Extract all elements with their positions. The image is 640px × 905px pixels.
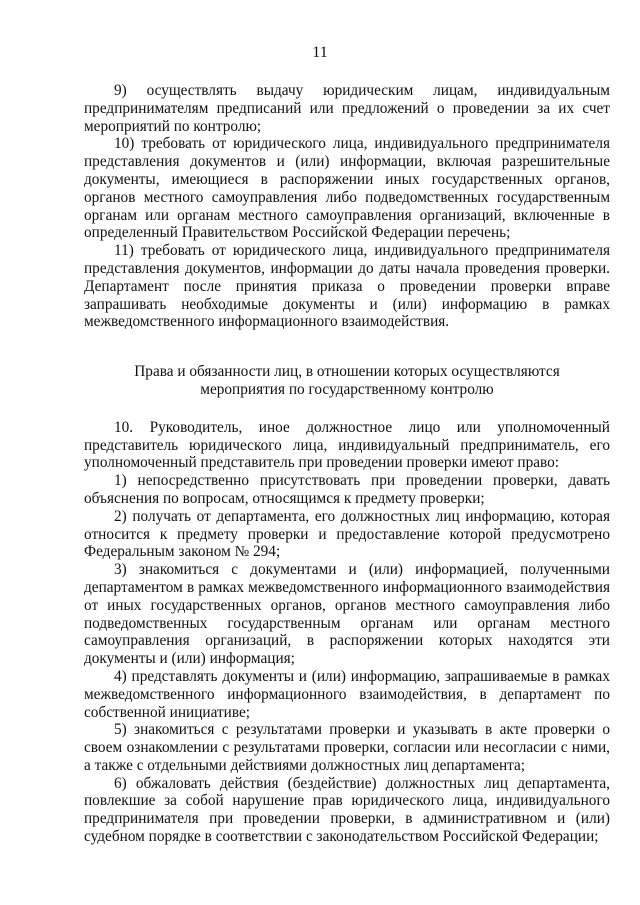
paragraph-right-6: 6) обжаловать действия (бездействие) должностных лиц департамента, повлекшие за собой нарушение прав юридического лица, индивидуального предпринимателя при проведении проверки, в административном и (или) судебном порядке в соответствии с законодательством Российской Федерации;: [84, 774, 610, 846]
paragraph-item-9: 9) осуществлять выдачу юридическим лицам, индивидуальным предпринимателям предписаний или предложений о проведении за их счет мероприятий по контролю;: [84, 82, 610, 135]
paragraph-right-5: 5) знакомиться с результатами проверки и указывать в акте проверки о своем ознакомлении с результатами проверки, согласии или несогласии с ними, а также с отдельными действиями должностных лиц департамента;: [84, 721, 610, 774]
document-body: [84, 82, 610, 846]
paragraph-right-1: 1) непосредственно присутствовать при проведении проверки, давать объяснения по вопросам, относящимся к предмету проверки;: [84, 472, 610, 507]
paragraph-right-4: 4) представлять документы и (или) информацию, запрашиваемые в рамках межведомственного информационного взаимодействия, в департамент по собственной инициативе;: [84, 667, 610, 721]
paragraph-clause-10: 10. Руководитель, иное должностное лицо или уполномоченный представитель юридического лица, индивидуальный предприниматель, его уполномоченный представитель при проведении проверки имеют право:: [84, 418, 610, 472]
section-heading: Права и обязанности лиц, в отношении которых осуществляются мероприятия по государственному контролю: [134, 363, 560, 398]
page-number: 11: [312, 44, 328, 61]
paragraph-item-10: 10) требовать от юридического лица, индивидуального предпринимателя представления документов и (или) информации, включая разрешительные документы, имеющиеся в распоряжении иных государственных органов, органов местного самоуправления либо подведомственных государственным органам или органам местного самоуправления организаций, включенные в определенный Правительством Российской Федерации перечень;: [84, 135, 610, 242]
paragraph-right-3: 3) знакомиться с документами и (или) информацией, полученными департаментом в рамках межведомственного информационного взаимодействия от иных государственных органов, органов местного самоуправления либо подведомственных государственным органам или органам местного самоуправления организаций, в распоряжении которых находятся эти документы и (или) информация;: [84, 561, 610, 668]
paragraph-right-2: 2) получать от департамента, его должностных лиц информацию, которая относится к предмету проверки и предоставление которой предусмотрено Федеральным законом № 294;: [84, 507, 610, 561]
paragraph-item-11: 11) требовать от юридического лица, индивидуального предпринимателя представления документов, информации до даты начала проведения проверки. Департамент после принятия приказа о проведении проверки вправе запрашивать необходимые документы и (или) информацию в рамках межведомственного информационного взаимодействия.: [84, 242, 610, 331]
